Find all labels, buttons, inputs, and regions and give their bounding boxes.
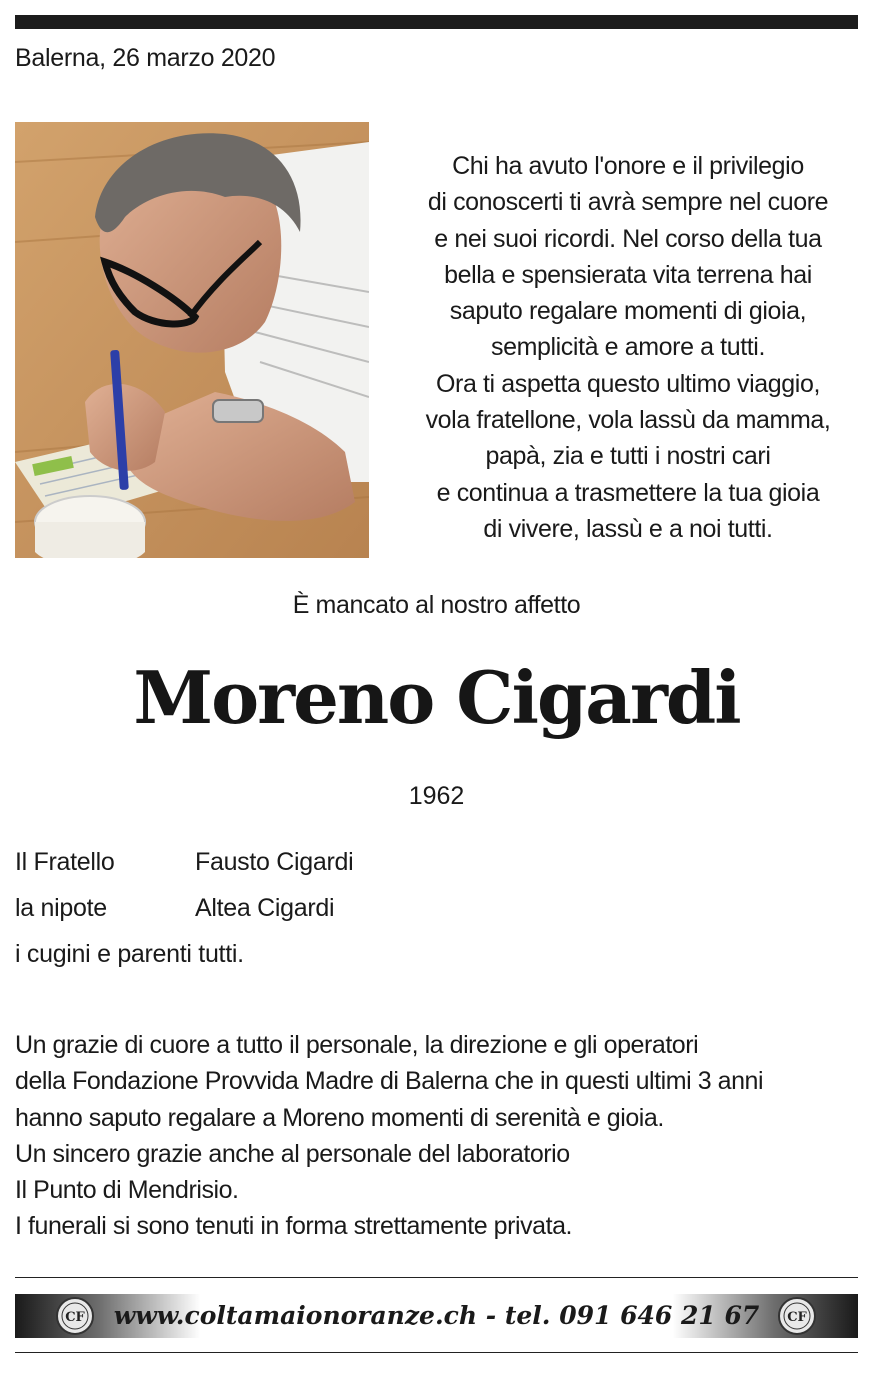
emblem-letters: CF [65, 1310, 85, 1325]
family-person: Fausto Cigardi [195, 848, 354, 876]
family-relation: la nipote [15, 894, 107, 922]
funeral-notice: I funerali si sono tenuti in forma strettamente privata. [15, 1212, 573, 1240]
family-row [15, 848, 353, 877]
footer-divider-bottom [15, 1352, 858, 1353]
announcement-intro: È mancato al nostro affetto [292, 591, 581, 619]
poem-line: e continua a trasmettere la tua gioia [436, 478, 820, 507]
family-row [15, 894, 334, 923]
poem-line: di vivere, lassù e a noi tutti. [483, 514, 773, 543]
poem-line: e nei suoi ricordi. Nel corso della tua [434, 224, 822, 253]
poem-line: Chi ha avuto l'onore e il privilegio [452, 152, 804, 180]
thanks-paragraph [15, 1027, 763, 1208]
thanks-line: hanno saputo regalare a Moreno momenti di serenità e gioia. [15, 1103, 664, 1132]
poem-line: di conoscerti ti avrà sempre nel cuore [427, 188, 829, 217]
thanks-line: Un grazie di cuore a tutto il personale, la direzione e gli operatori [15, 1031, 699, 1059]
funeral-home-contact: www.coltamaionoranze.ch - tel. 091 646 21 67 [113, 1301, 760, 1330]
footer-divider-top [15, 1277, 858, 1278]
funeral-home-banner [15, 1294, 858, 1338]
family-person: Altea Cigardi [195, 894, 335, 922]
poem-line: bella e spensierata vita terrena hai [444, 260, 812, 289]
family-closing: i cugini e parenti tutti. [15, 940, 244, 968]
deceased-name: Moreno Cigardi [133, 655, 740, 740]
family-relation: Il Fratello [15, 848, 115, 876]
birth-year: 1962 [408, 782, 465, 810]
date-line: Balerna, 26 marzo 2020 [15, 44, 276, 72]
poem-line: vola fratellone, vola lassù da mamma, [425, 406, 831, 435]
portrait-photo [15, 122, 369, 558]
emblem-letters: CF [787, 1310, 807, 1325]
thanks-line: della Fondazione Provvida Madre di Balerna che in questi ultimi 3 anni [15, 1067, 764, 1096]
thanks-line: Un sincero grazie anche al personale del laboratorio [15, 1139, 570, 1168]
poem-line: papà, zia e tutti i nostri cari [485, 442, 771, 471]
thanks-line: Il Punto di Mendrisio. [15, 1176, 239, 1205]
funeral-home-emblem-icon [777, 1296, 817, 1336]
memorial-poem [378, 148, 878, 547]
poem-line: saputo regalare momenti di gioia, [449, 297, 807, 326]
top-bar [15, 15, 858, 29]
poem-line: semplicità e amore a tutti. [490, 333, 766, 362]
poem-line: Ora ti aspetta questo ultimo viaggio, [435, 369, 821, 398]
